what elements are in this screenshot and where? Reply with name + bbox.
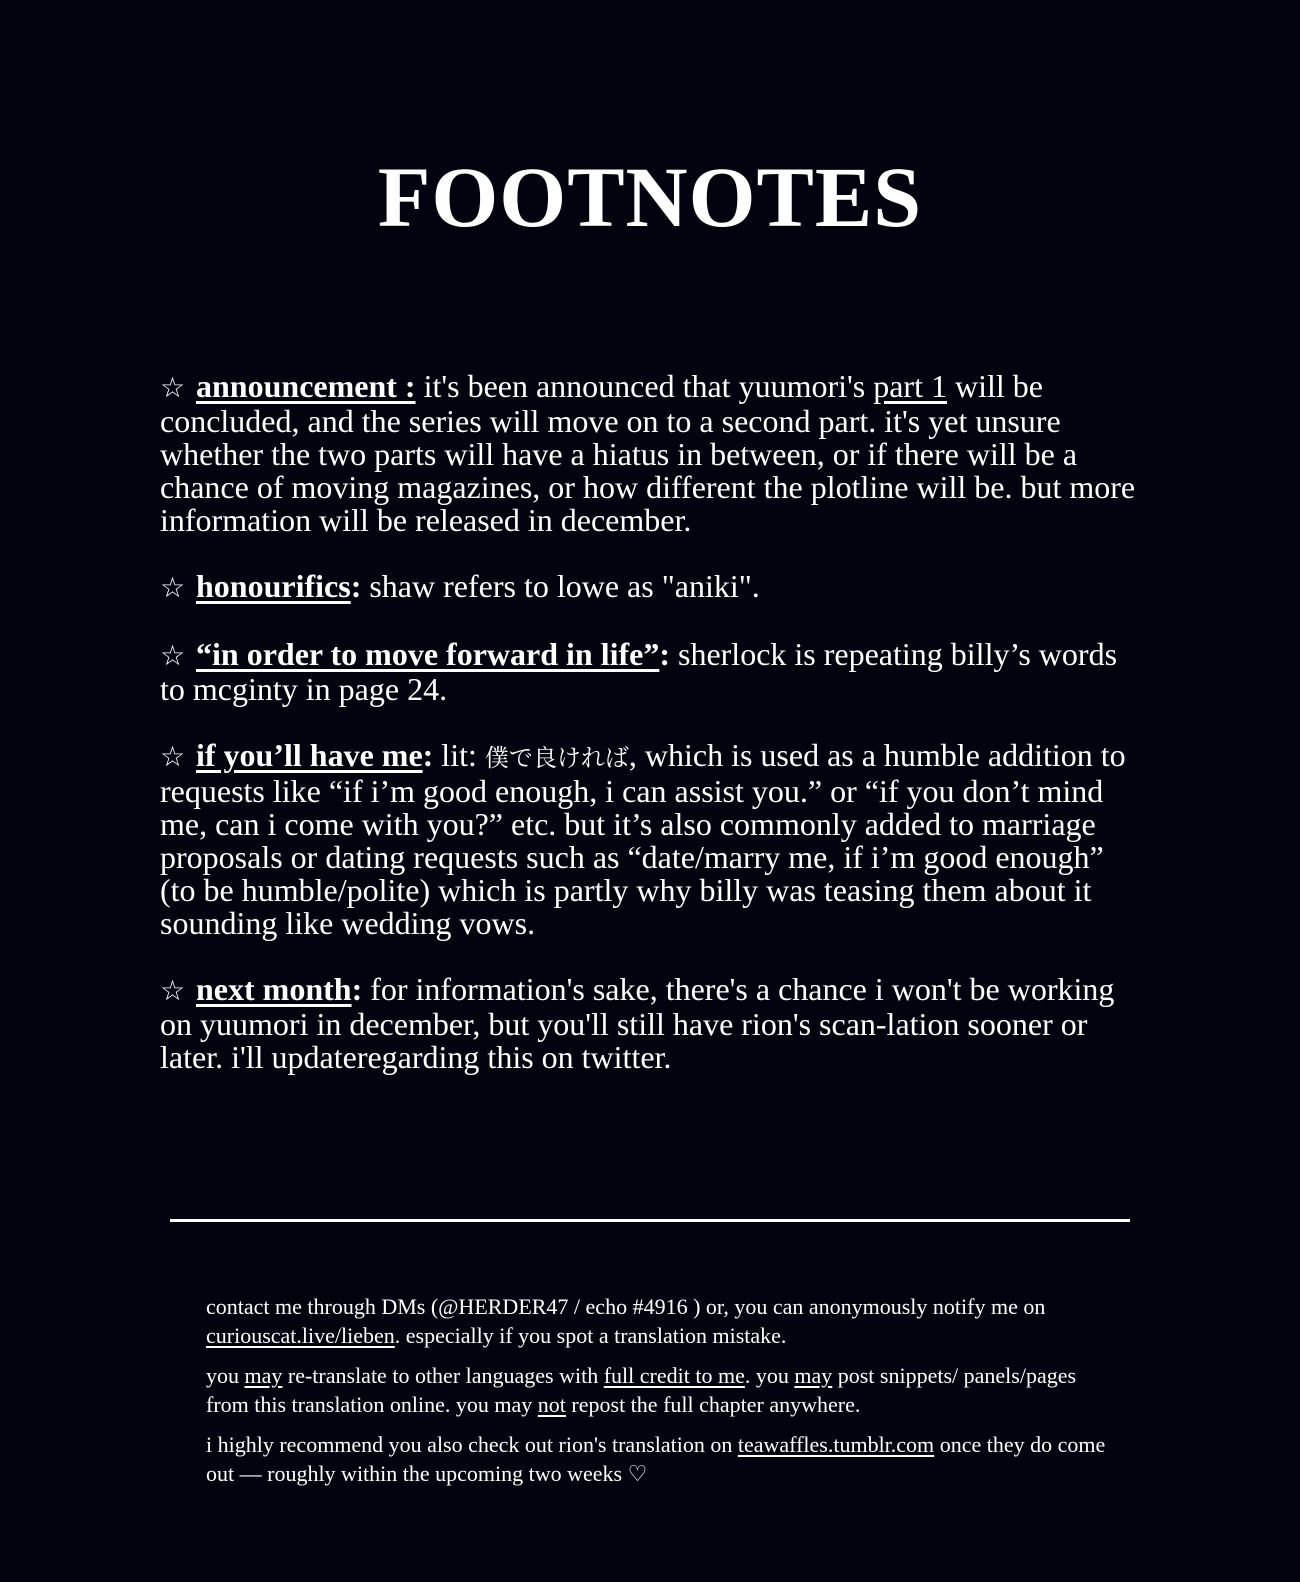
footnote-text: shaw refers to lowe as "aniki".: [361, 568, 760, 604]
footer-text: i highly recommend you also check out rion's translation on: [206, 1432, 738, 1457]
star-icon: ☆: [160, 641, 186, 672]
footer-text: re-translate to other languages with: [282, 1363, 604, 1388]
footnote-move-forward: [160, 638, 1140, 706]
footer-text: contact me through DMs (@HERDER47 / echo #4916 ) or, you can anonymously notify me on: [206, 1294, 1046, 1319]
footnote-colon: :: [659, 636, 670, 672]
footnote-next-month: [160, 973, 1140, 1074]
footer-text: you: [206, 1363, 245, 1388]
not-emphasis: not: [537, 1392, 566, 1417]
japanese-phrase: 僕で良ければ: [484, 744, 629, 772]
divider: [170, 1219, 1130, 1222]
footnote-underlined: part 1: [873, 368, 947, 404]
footnote-term: honourifics: [196, 568, 351, 604]
footer-text: repost the full chapter anywhere.: [565, 1392, 861, 1417]
footnote-term: if you’ll have me: [196, 737, 423, 773]
footnotes-list: [160, 370, 1140, 1107]
star-icon: ☆: [160, 573, 186, 604]
star-icon: ☆: [160, 742, 186, 773]
may-emphasis: may: [794, 1363, 833, 1388]
footnote-colon: :: [351, 971, 363, 1007]
footnote-text: will be concluded, and the series will move on to a second part. it's yet unsure whether the two parts will have a hiatus in between, or if there will be a chance of moving magazines, or how different the plotline will be. but more information will be released in december.: [160, 368, 1136, 538]
teawaffles-link[interactable]: teawaffles.tumblr.com: [737, 1432, 935, 1457]
footnote-text: it's been announced that yuumori's: [415, 368, 874, 404]
footnote-colon: :: [422, 737, 434, 773]
footnote-term: next month: [196, 971, 352, 1007]
footnote-colon: :: [350, 568, 362, 604]
footer-text: . you: [744, 1363, 795, 1388]
footer-text: . especially if you spot a translation mistake.: [394, 1323, 787, 1348]
footnote-term: “in order to move forward in life”: [196, 636, 660, 672]
star-icon: ☆: [160, 373, 186, 404]
footnote-term: announcement :: [196, 368, 416, 404]
footer-recommendation: [206, 1430, 1106, 1488]
star-icon: ☆: [160, 976, 186, 1007]
footnote-text: , which is used as a humble addition to requests like “if i’m good enough, i can assist you.” or “if you don’t mind me, can i come with you?” etc. but it’s also commonly added to marriage proposals or dating requests such as “date/marry me, if i’m good enough” (to be humble/polite) which is partly why billy was teasing them about it sounding like wedding vows.: [160, 737, 1126, 941]
may-emphasis: may: [244, 1363, 283, 1388]
footnote-honourifics: [160, 570, 1140, 605]
page-title: FOOTNOTES: [377, 149, 923, 245]
full-credit-emphasis: full credit to me: [603, 1363, 745, 1388]
footer-permissions: [206, 1361, 1106, 1419]
footer-text: once they do come out — roughly within the upcoming two weeks ♡: [206, 1432, 1106, 1486]
footnote-text: sherlock is repeating billy’s words to mcginty in page 24.: [160, 636, 1118, 707]
footer-contact: [206, 1292, 1106, 1350]
footnote-text: for information's sake, there's a chance i won't be working on yuumori in december, but you'll still have rion's scan-lation sooner or later. i'll updateregarding this on twitter.: [160, 971, 1115, 1075]
footnote-if-youll-have-me: [160, 739, 1140, 940]
curiouscat-link[interactable]: curiouscat.live/lieben: [206, 1323, 395, 1348]
footer-notice: [206, 1292, 1106, 1499]
footnote-announcement: [160, 370, 1140, 537]
footer-text: post snippets/ panels/pages from this translation online. you may: [206, 1363, 1077, 1417]
footnote-text: lit:: [433, 737, 485, 773]
